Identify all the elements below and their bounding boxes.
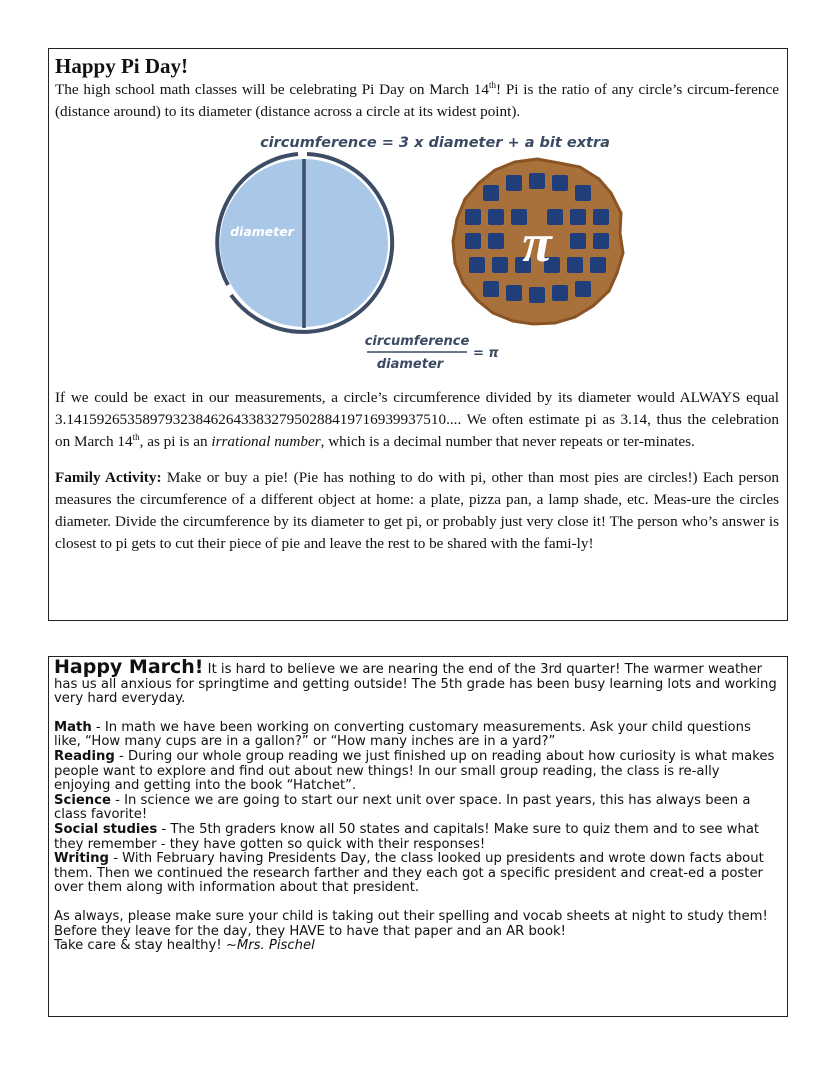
pi-illustration	[55, 123, 781, 387]
fraction-denominator: diameter	[376, 357, 444, 372]
closing-paragraph: As always, please make sure your child is taking out their spelling and vocab sheets at night to study them! Before they leave for the day, they HAVE to have that paper and an AR book!	[54, 908, 768, 939]
subject-text: - In science we are going to start our next unit over space. In past years, this has always been a class favorite!	[54, 792, 751, 823]
signoff-text: Take care & stay healthy!	[54, 938, 226, 954]
subject-text: - The 5th graders know all 50 states and capitals! Make sure to quiz them and to see what they remember - they have gotten so quick with their responses!	[54, 821, 760, 852]
pi-day-section	[48, 48, 788, 621]
subject-science	[54, 794, 779, 823]
pi-day-intro-text: The high school math classes will be celebrating Pi Day on March 14	[55, 81, 489, 98]
march-title: Happy March!	[54, 656, 204, 678]
para2-text-b: , as pi is an	[139, 433, 212, 450]
subject-social-studies	[54, 823, 779, 852]
pi-day-title: Happy Pi Day!	[55, 54, 189, 78]
subject-math	[54, 721, 779, 750]
subject-label: Social studies	[54, 821, 158, 837]
subject-label: Reading	[54, 748, 115, 764]
pi-day-intro-text-2: ! Pi is the ratio of any circle’s circum-ference (distance around) to its diameter (distance across a circle at its widest point).	[55, 81, 779, 120]
subject-text: - With February having Presidents Day, the class looked up presidents and wrote down facts about them. Then we continued the research farther and they each got a specific president and creat-ed a poster over them along with information about that president.	[54, 851, 764, 896]
pi-fraction	[365, 334, 500, 372]
subject-label: Math	[54, 719, 92, 735]
subject-text: - In math we have been working on converting customary measurements. Ask your child questions like, “How many cups are in a gallon?” or “How many inches are in a yard?”	[54, 719, 751, 750]
march-intro	[54, 656, 779, 707]
pi-symbol: π	[522, 213, 552, 273]
teacher-signature: ~Mrs. Pischel	[225, 938, 315, 954]
irrational-number-term: irrational number	[211, 433, 321, 450]
pi-day-intro-sup: th	[488, 79, 496, 90]
subject-reading	[54, 750, 779, 794]
diameter-label: diameter	[230, 224, 294, 239]
subject-label: Writing	[54, 851, 109, 867]
family-activity-paragraph	[55, 467, 779, 555]
para2-text-c: , which is a decimal number that never repeats or ter-minates.	[320, 433, 695, 450]
pi-day-paragraph-2	[55, 387, 779, 453]
pie-illustration	[453, 159, 623, 324]
family-activity-label: Family Activity:	[55, 469, 162, 486]
family-activity-text: Make or buy a pie! (Pie has nothing to do with pi, other than most pies are circles!) Each person measures the circumference of a different object at home: a plate, pizza pan, a lamp shade, etc. Meas-ure the circles diameter. Divide the circumference by its diameter to get pi, or probably just very close it! The person who’s answer is closest to pi gets to cut their piece of pie and leave the rest to be shared with the fami-ly!	[55, 469, 780, 552]
subject-writing	[54, 852, 779, 896]
march-intro-text: It is hard to believe we are nearing the end of the 3rd quarter! The warmer weather has us all anxious for springtime and getting outside! The 5th grade has been busy learning lots and working very hard everyday.	[54, 662, 777, 707]
circle-diagram	[217, 154, 392, 332]
subject-label: Science	[54, 792, 111, 808]
para2-text-a: If we could be exact in our measurements, a circle’s circumference divided by its diameter would ALWAYS equal 3.14159265358979323846264338327950288419716939937510.... We often estimate pi as 3.14, thus the celebration on March 14	[55, 389, 779, 450]
fraction-numerator: circumference	[364, 334, 470, 349]
pi-figure	[55, 123, 779, 387]
march-section	[48, 656, 788, 1017]
fraction-result: = π	[473, 346, 499, 361]
top-formula: circumference = 3 x diameter + a bit extra	[260, 135, 610, 151]
para2-sup: th	[132, 431, 140, 442]
pi-day-intro	[55, 79, 779, 123]
closing-signoff	[54, 939, 779, 954]
subject-text: - During our whole group reading we just finished up on reading about how curiosity is what makes people want to explore and find out about new things! In our small group reading, the class is re-ally enjoying and getting into the book “Hatchet”.	[54, 748, 775, 794]
